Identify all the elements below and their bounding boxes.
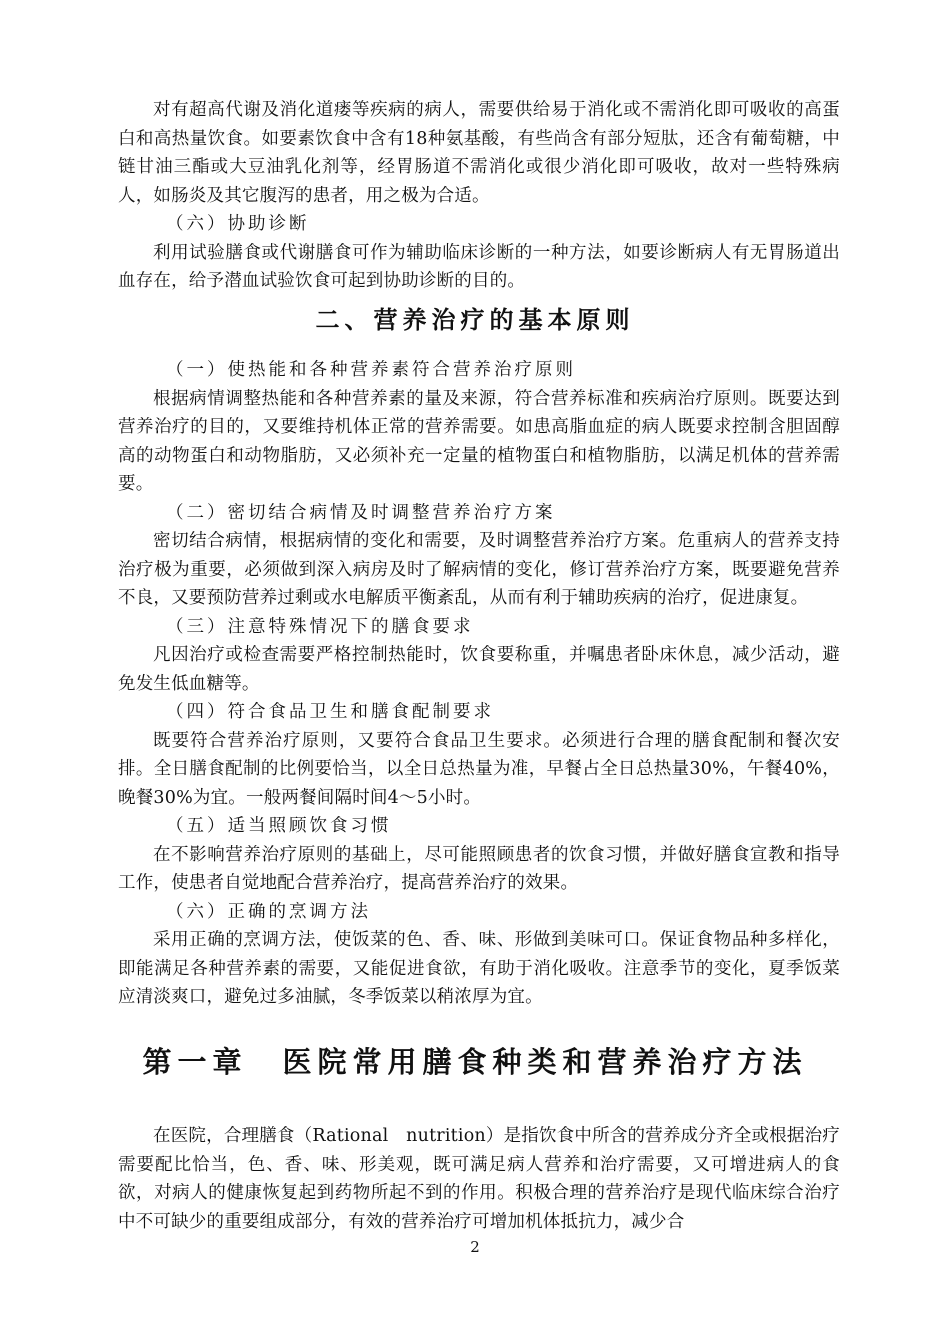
subheading-principle-4: （四）符合食品卫生和膳食配制要求 [166,702,494,722]
page-number: 2 [470,1238,480,1256]
paragraph-rational-nutrition: 在医院，合理膳食（Rational nutrition）是指饮食中所含的营养成分齐全或根据治疗需要配比恰当，色、香、味、形美观，既可满足病人营养和治疗需要，又可增进病人的食欲，对病人的健康恢复起到药物所起不到的作用。积极合理的营养治疗是现代临床综合治疗中不可缺少的重要组成部分，有效的营养治疗可增加机体抵抗力，减少合 [118,1126,840,1232]
paragraph-principle-4: 既要符合营养治疗原则，又要符合食品卫生要求。必须进行合理的膳食配制和餐次安排。全日膳食配制的比例要恰当，以全日总热量为准，早餐占全日总热量30%，午餐40%，晚餐30%为宜。一般两餐间隔时间4～5小时。 [118,730,840,808]
top-section [118,96,840,296]
paragraph-test-diet: 利用试验膳食或代谢膳食可作为辅助临床诊断的一种方法，如要诊断病人有无胃肠道出血存在，给予潜血试验饮食可起到协助诊断的目的。 [118,242,840,291]
subheading-principle-1: （一）使热能和各种营养素符合营养治疗原则 [166,360,576,380]
principles-section [118,356,840,1012]
subheading-principle-6: （六）正确的烹调方法 [166,901,371,922]
chapter-title: 第一章 医院常用膳食种类和营养治疗方法 [142,1045,808,1079]
paragraph-principle-6: 采用正确的烹调方法，使饭菜的色、香、味、形做到美味可口。保证食物品种多样化，即能满足各种营养素的需要，又能促进食欲，有助于消化吸收。注意季节的变化，夏季饭菜应清淡爽口，避免过多油腻，冬季饭菜以稍浓厚为宜。 [118,930,840,1007]
subheading-principle-3: （三）注意特殊情况下的膳食要求 [166,616,474,637]
paragraph-elemental-diet: 对有超高代谢及消化道瘘等疾病的病人，需要供给易于消化或不需消化即可吸收的高蛋白和高热量饮食。如要素饮食中含有18种氨基酸，有些尚含有部分短肽，还含有葡萄糖，中链甘油三酯或大豆油乳化剂等，经胃肠道不需消化或很少消化即可吸收，故对一些特殊病人，如肠炎及其它腹泻的患者，用之极为合适。 [118,100,840,206]
subheading-principle-2: （二）密切结合病情及时调整营养治疗方案 [166,502,556,523]
paragraph-principle-2: 密切结合病情，根据病情的变化和需要，及时调整营养治疗方案。危重病人的营养支持治疗极为重要，必须做到深入病房及时了解病情的变化，修订营养治疗方案，既要避免营养不良，又要预防营养过剩或水电解质平衡紊乱，从而有利于辅助疾病的治疗，促进康复。 [118,531,840,608]
subheading-principle-5: （五）适当照顾饮食习惯 [166,816,392,836]
section-title-basic-principles: 二、营养治疗的基本原则 [315,305,635,334]
subheading-assist-diagnosis: （六）协助诊断 [166,214,310,234]
chapter-intro [118,1122,840,1236]
paragraph-principle-5: 在不影响营养治疗原则的基础上，尽可能照顾患者的饮食习惯，并做好膳食宣教和指导工作，使患者自觉地配合营养治疗，提高营养治疗的效果。 [118,844,840,893]
paragraph-principle-1: 根据病情调整热能和各种营养素的量及来源，符合营养标准和疾病治疗原则。既要达到营养治疗的目的，又要维持机体正常的营养需要。如患高脂血症的病人既要求控制含胆固醇高的动物蛋白和动物脂肪，又必须补充一定量的植物蛋白和植物脂肪，以满足机体的营养需要。 [118,388,840,494]
paragraph-principle-3: 凡因治疗或检查需要严格控制热能时，饮食要称重，并嘱患者卧床休息，减少活动，避免发生低血糖等。 [118,645,840,694]
